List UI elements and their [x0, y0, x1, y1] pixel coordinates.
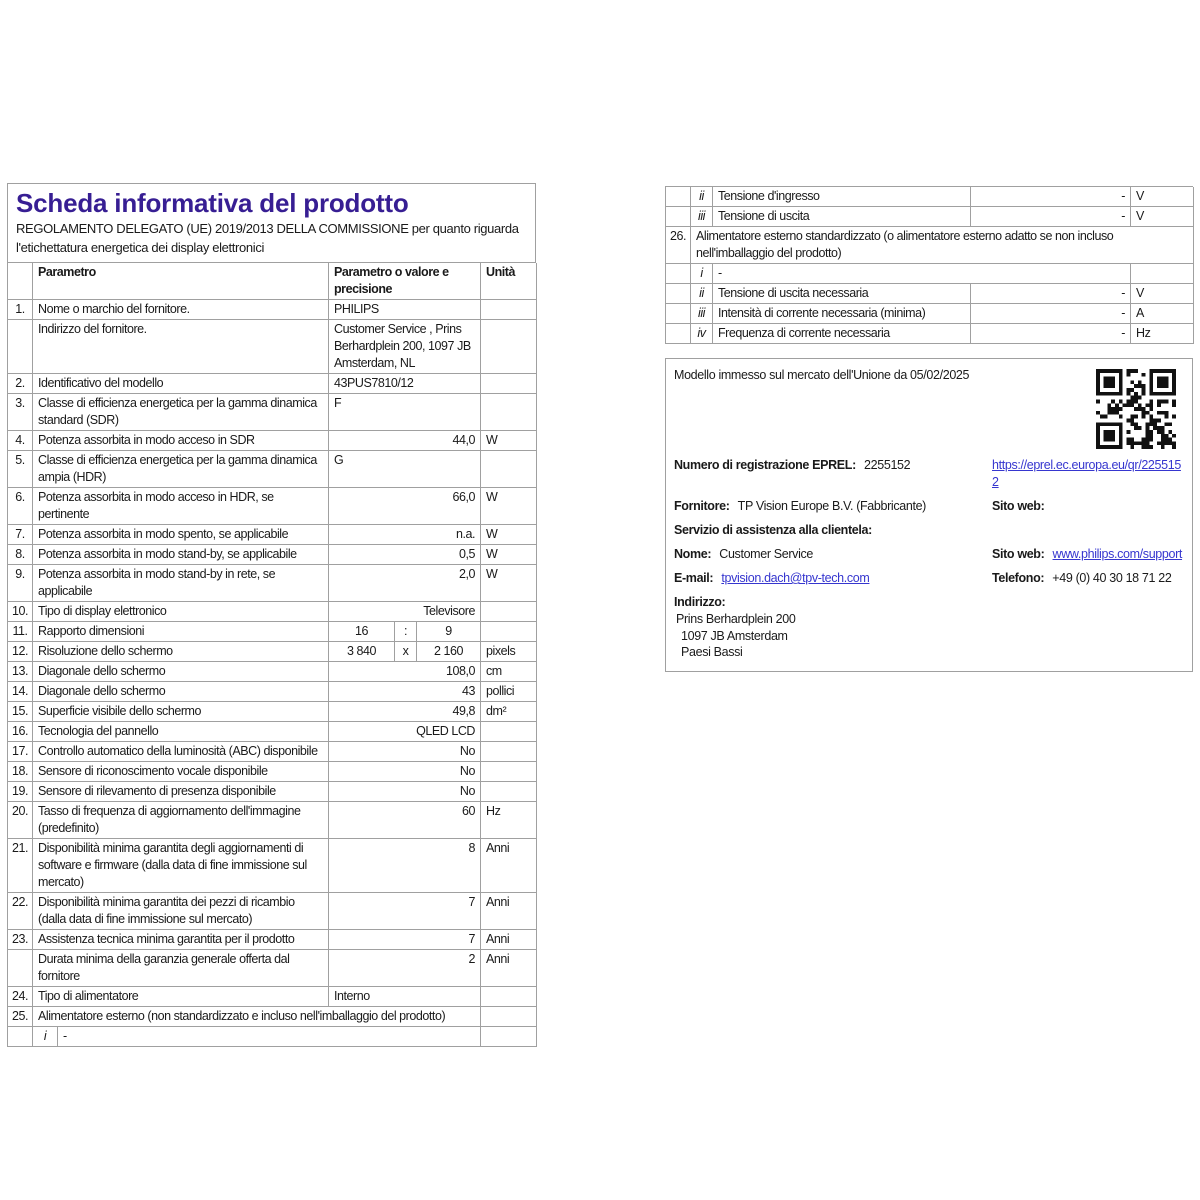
fornitore-label: Fornitore: — [674, 499, 730, 513]
row-number: 7. — [8, 525, 33, 545]
header-unita: Unità — [481, 263, 537, 300]
row-unit — [481, 320, 537, 374]
row-value: - — [971, 207, 1131, 227]
row-value: 2,0 — [329, 565, 481, 602]
table-row — [8, 565, 536, 602]
row-number: 3. — [8, 394, 33, 431]
eprel-row — [674, 457, 1184, 491]
row-number: 8. — [8, 545, 33, 565]
row-number: 15. — [8, 702, 33, 722]
row-number: 13. — [8, 662, 33, 682]
table-row — [8, 431, 536, 451]
table-row — [666, 227, 1193, 264]
row-unit — [1131, 264, 1194, 284]
address-block — [674, 611, 1184, 661]
row-number: 19. — [8, 782, 33, 802]
address-line-3: Paesi Bassi — [681, 645, 743, 659]
fornitore-value: TP Vision Europe B.V. (Fabbricante) — [737, 499, 926, 513]
row-number: 21. — [8, 839, 33, 893]
row-number: 1. — [8, 300, 33, 320]
table-row — [8, 451, 536, 488]
regulation-subtitle-line2: l'etichettatura energetica dei display elettronici — [16, 240, 265, 255]
email-row — [674, 570, 1184, 587]
row-number: 26. — [666, 227, 691, 264]
row-unit: pollici — [481, 682, 537, 702]
row-label: Tipo di display elettronico — [33, 602, 329, 622]
row-value: 60 — [329, 802, 481, 839]
row-value: 8 — [329, 839, 481, 893]
row-label: Classe di efficienza energetica per la gamma dinamica ampia (HDR) — [33, 451, 329, 488]
table-row — [8, 642, 536, 662]
row-number — [666, 187, 691, 207]
row-unit: V — [1131, 207, 1194, 227]
philips-support-link[interactable]: www.philips.com/support — [1052, 547, 1183, 561]
row-unit — [481, 602, 537, 622]
row-label: Durata minima della garanzia generale offerta dal fornitore — [33, 950, 329, 987]
row-number: 22. — [8, 893, 33, 930]
row-value: Customer Service , Prins Berhardplein 200, 1097 JB Amsterdam, NL — [329, 320, 481, 374]
row-label: Disponibilità minima garantita degli aggiornamenti di software e firmware (dalla data di fine immissione sul mercato) — [33, 839, 329, 893]
row-unit: W — [481, 565, 537, 602]
address-line-1: Prins Berhardplein 200 — [676, 612, 796, 626]
row-label: Risoluzione dello schermo — [33, 642, 329, 662]
row-value-sep: : — [395, 622, 417, 642]
row-value-b: 9 — [417, 622, 481, 642]
table-row — [666, 304, 1193, 324]
table-row — [8, 602, 536, 622]
row-unit: pixels — [481, 642, 537, 662]
page-title: Scheda informativa del prodotto — [16, 188, 409, 218]
row-label: Potenza assorbita in modo spento, se applicabile — [33, 525, 329, 545]
row-label: Classe di efficienza energetica per la gamma dinamica standard (SDR) — [33, 394, 329, 431]
table-row — [8, 682, 536, 702]
row-number: 6. — [8, 488, 33, 525]
row-label: Superficie visibile dello schermo — [33, 702, 329, 722]
row-unit: V — [1131, 284, 1194, 304]
row-value: 0,5 — [329, 545, 481, 565]
table-row — [8, 930, 536, 950]
sito-web-cell — [992, 498, 1184, 515]
row-value: - — [971, 187, 1131, 207]
row-label: Assistenza tecnica minima garantita per il prodotto — [33, 930, 329, 950]
row-value: 7 — [329, 893, 481, 930]
row-unit — [481, 722, 537, 742]
address-line-2: 1097 JB Amsterdam — [681, 628, 788, 643]
table-row — [8, 950, 536, 987]
row-value: No — [329, 742, 481, 762]
row-number: 25. — [8, 1007, 33, 1027]
nome-row — [674, 546, 1184, 563]
row-subletter: i — [691, 264, 713, 284]
right-column — [665, 186, 1193, 672]
table-row — [666, 264, 1193, 284]
row-label: Sensore di riconoscimento vocale disponibile — [33, 762, 329, 782]
fornitore-row — [674, 498, 1184, 515]
row-unit — [481, 987, 537, 1007]
table-row — [666, 284, 1193, 304]
servizio-row — [674, 522, 1184, 539]
row-label: Controllo automatico della luminosità (ABC) disponibile — [33, 742, 329, 762]
row-number — [666, 304, 691, 324]
servizio-label: Servizio di assistenza alla clientela: — [674, 523, 872, 537]
row-value: - — [971, 284, 1131, 304]
row-unit: dm² — [481, 702, 537, 722]
row-value: 43PUS7810/12 — [329, 374, 481, 394]
row-number: 9. — [8, 565, 33, 602]
row-unit: Anni — [481, 950, 537, 987]
row-value: 49,8 — [329, 702, 481, 722]
row-number — [666, 264, 691, 284]
row-unit: W — [481, 431, 537, 451]
sito-web2-cell — [992, 546, 1184, 563]
row-value: No — [329, 762, 481, 782]
row-label: Diagonale dello schermo — [33, 662, 329, 682]
table-row — [8, 1007, 536, 1027]
telefono-value: +49 (0) 40 30 18 71 22 — [1052, 571, 1172, 585]
table-row — [8, 545, 536, 565]
row-subletter: iii — [691, 304, 713, 324]
row-number — [8, 320, 33, 374]
table-row — [8, 488, 536, 525]
table-row — [8, 622, 536, 642]
table-row — [8, 320, 536, 374]
row-label: Indirizzo del fornitore. — [33, 320, 329, 374]
table-row — [8, 987, 536, 1007]
row-value: Interno — [329, 987, 481, 1007]
row-label: - — [713, 264, 1131, 284]
table-row — [666, 207, 1193, 227]
table-row — [8, 839, 536, 893]
row-label: Potenza assorbita in modo acceso in SDR — [33, 431, 329, 451]
row-label: Potenza assorbita in modo acceso in HDR, se pertinente — [33, 488, 329, 525]
row-unit: Hz — [1131, 324, 1194, 344]
table-row — [8, 802, 536, 839]
email-label: E-mail: — [674, 571, 714, 585]
row-subletter: ii — [691, 284, 713, 304]
row-label: Tensione d'ingresso — [713, 187, 971, 207]
row-unit — [481, 451, 537, 488]
row-value: 108,0 — [329, 662, 481, 682]
row-value: 7 — [329, 930, 481, 950]
row-number — [666, 324, 691, 344]
row-value: 43 — [329, 682, 481, 702]
eprel-label: Numero di registrazione EPREL: — [674, 458, 856, 472]
row-value: - — [971, 324, 1131, 344]
row-unit: A — [1131, 304, 1194, 324]
row-number: 4. — [8, 431, 33, 451]
email-link[interactable]: tpvision.dach@tpv-tech.com — [721, 571, 870, 585]
row-unit — [481, 1007, 537, 1027]
row-number: 17. — [8, 742, 33, 762]
row-number: 16. — [8, 722, 33, 742]
row-label: Intensità di corrente necessaria (minima) — [713, 304, 971, 324]
row-value-b: 2 160 — [417, 642, 481, 662]
row-number — [666, 207, 691, 227]
row-unit — [481, 394, 537, 431]
row-unit — [481, 742, 537, 762]
table-row — [8, 525, 536, 545]
row-label: Tensione di uscita — [713, 207, 971, 227]
fornitore-cell — [674, 498, 992, 515]
row-value-a: 16 — [329, 622, 395, 642]
row-label-span: Alimentatore esterno standardizzato (o alimentatore esterno adatto se non incluso nell'imballaggio del prodotto) — [691, 227, 1194, 264]
row-unit — [481, 782, 537, 802]
row-number: 24. — [8, 987, 33, 1007]
row-unit: Anni — [481, 930, 537, 950]
email-cell — [674, 570, 992, 587]
row-unit: Anni — [481, 839, 537, 893]
row-subletter: iv — [691, 324, 713, 344]
row-label: Sensore di rilevamento di presenza disponibile — [33, 782, 329, 802]
row-unit — [481, 300, 537, 320]
table-row — [8, 300, 536, 320]
eprel-number: 2255152 — [864, 458, 911, 472]
indirizzo-label: Indirizzo: — [674, 595, 726, 609]
row-value: G — [329, 451, 481, 488]
row-unit — [481, 1027, 537, 1047]
row-number — [8, 950, 33, 987]
header-parametro: Parametro — [33, 263, 329, 300]
row-value: n.a. — [329, 525, 481, 545]
row-number: 18. — [8, 762, 33, 782]
row-value: 44,0 — [329, 431, 481, 451]
nome-value: Customer Service — [719, 547, 814, 561]
nome-label: Nome: — [674, 547, 712, 561]
row-unit: cm — [481, 662, 537, 682]
row-subletter: iii — [691, 207, 713, 227]
row-label: Diagonale dello schermo — [33, 682, 329, 702]
qr-code-icon — [1096, 369, 1176, 449]
header-number-cell — [8, 263, 33, 300]
regulation-subtitle-line1: REGOLAMENTO DELEGATO (UE) 2019/2013 DELLA COMMISSIONE per quanto riguarda — [16, 221, 519, 236]
row-unit: W — [481, 545, 537, 565]
market-date-block — [674, 367, 1184, 457]
sito-web-label: Sito web: — [992, 499, 1045, 513]
row-label: Rapporto dimensioni — [33, 622, 329, 642]
table-row — [8, 782, 536, 802]
row-unit: Hz — [481, 802, 537, 839]
telefono-cell — [992, 570, 1184, 587]
table-row — [8, 394, 536, 431]
parameters-table-continued — [665, 186, 1193, 344]
row-label: Potenza assorbita in modo stand-by, se applicabile — [33, 545, 329, 565]
row-label: Disponibilità minima garantita dei pezzi di ricambio (dalla data di fine immissione sul mercato) — [33, 893, 329, 930]
eprel-registration — [674, 457, 992, 491]
table-row — [8, 1027, 536, 1047]
row-subletter: i — [33, 1027, 58, 1047]
row-value: QLED LCD — [329, 722, 481, 742]
row-number — [8, 1027, 33, 1047]
table-row — [8, 742, 536, 762]
telefono-label: Telefono: — [992, 571, 1045, 585]
row-unit: W — [481, 488, 537, 525]
row-unit — [481, 762, 537, 782]
row-value: - — [971, 304, 1131, 324]
row-label: Tecnologia del pannello — [33, 722, 329, 742]
row-value: F — [329, 394, 481, 431]
row-unit — [481, 622, 537, 642]
parameters-table — [7, 262, 536, 1047]
market-date-text: Modello immesso sul mercato dell'Unione da 05/02/2025 — [674, 368, 970, 382]
left-column — [7, 183, 536, 1047]
row-label: Tensione di uscita necessaria — [713, 284, 971, 304]
table-row — [8, 722, 536, 742]
row-value: 66,0 — [329, 488, 481, 525]
row-label: Identificativo del modello — [33, 374, 329, 394]
eprel-link[interactable]: https://eprel.ec.europa.eu/qr/2255152 — [992, 458, 1181, 489]
supplier-info-box — [665, 358, 1193, 672]
table-row — [8, 662, 536, 682]
row-number: 12. — [8, 642, 33, 662]
table-row — [666, 187, 1193, 207]
row-number: 10. — [8, 602, 33, 622]
row-unit: W — [481, 525, 537, 545]
row-unit: V — [1131, 187, 1194, 207]
row-number: 11. — [8, 622, 33, 642]
row-label: Nome o marchio del fornitore. — [33, 300, 329, 320]
row-number — [666, 284, 691, 304]
table-row — [8, 374, 536, 394]
table-row — [8, 702, 536, 722]
title-box — [7, 183, 536, 263]
row-value: No — [329, 782, 481, 802]
row-number: 14. — [8, 682, 33, 702]
table-row — [8, 893, 536, 930]
row-number: 20. — [8, 802, 33, 839]
row-value: PHILIPS — [329, 300, 481, 320]
row-label: - — [58, 1027, 481, 1047]
row-value: 2 — [329, 950, 481, 987]
table-header-row — [8, 263, 536, 300]
table-row — [666, 324, 1193, 344]
row-subletter: ii — [691, 187, 713, 207]
row-number: 2. — [8, 374, 33, 394]
row-number: 5. — [8, 451, 33, 488]
row-unit — [481, 374, 537, 394]
row-unit: Anni — [481, 893, 537, 930]
table-row — [8, 762, 536, 782]
row-label: Frequenza di corrente necessaria — [713, 324, 971, 344]
nome-cell — [674, 546, 992, 563]
row-number: 23. — [8, 930, 33, 950]
row-label: Tasso di frequenza di aggiornamento dell'immagine (predefinito) — [33, 802, 329, 839]
row-value: Televisore — [329, 602, 481, 622]
eprel-link-cell — [992, 457, 1184, 491]
sito-web2-label: Sito web: — [992, 547, 1045, 561]
row-label: Tipo di alimentatore — [33, 987, 329, 1007]
row-label: Potenza assorbita in modo stand-by in rete, se applicabile — [33, 565, 329, 602]
row-value-a: 3 840 — [329, 642, 395, 662]
row-value-sep: x — [395, 642, 417, 662]
header-valore: Parametro o valore e precisione — [329, 263, 481, 300]
row-label-span: Alimentatore esterno (non standardizzato e incluso nell'imballaggio del prodotto) — [33, 1007, 481, 1027]
